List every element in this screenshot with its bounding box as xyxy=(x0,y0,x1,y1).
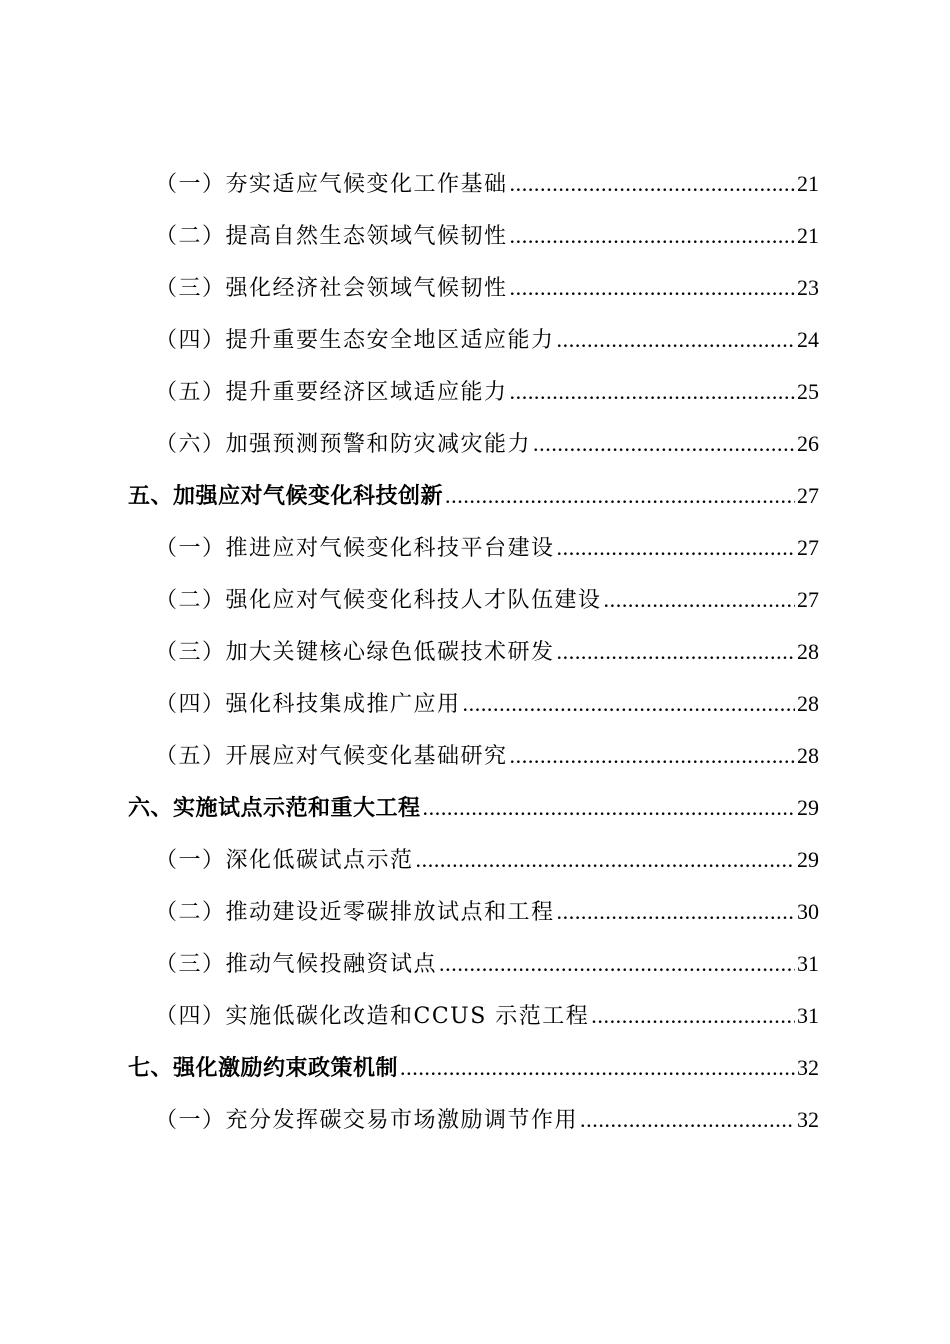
toc-page-number: 32 xyxy=(797,1055,819,1080)
toc-entry xyxy=(155,216,819,256)
toc-entry xyxy=(155,580,819,620)
toc-page-number: 31 xyxy=(797,951,819,976)
toc-entry xyxy=(155,424,819,464)
toc-entry-title: （二）强化应对气候变化科技人才队伍建设 xyxy=(155,588,602,613)
toc-entry-title: （一）推进应对气候变化科技平台建设 xyxy=(155,536,555,561)
toc-dot-leader xyxy=(510,268,795,308)
toc-entry xyxy=(155,840,819,880)
toc-entry xyxy=(155,736,819,776)
toc-dot-leader xyxy=(557,320,795,360)
toc-entry-title: （四）实施低碳化改造和CCUS 示范工程 xyxy=(155,1004,590,1029)
toc-page-number: 27 xyxy=(797,587,819,612)
toc-section-heading xyxy=(128,476,819,516)
toc-entry xyxy=(155,372,819,412)
toc-entry xyxy=(155,944,819,984)
toc-entry xyxy=(155,320,819,360)
toc-page-number: 27 xyxy=(797,483,819,508)
toc-entry-title: 六、实施试点示范和重大工程 xyxy=(128,795,421,821)
toc-dot-leader xyxy=(416,840,795,880)
toc-page-number: 21 xyxy=(797,223,819,248)
toc-page-number: 26 xyxy=(797,431,819,456)
toc-page-number: 29 xyxy=(797,795,819,820)
toc-page-number: 28 xyxy=(797,691,819,716)
toc-page-number: 28 xyxy=(797,639,819,664)
toc-entry-title: 五、加强应对气候变化科技创新 xyxy=(128,483,444,509)
toc-dot-leader xyxy=(604,580,795,620)
toc-dot-leader xyxy=(463,684,795,724)
toc-dot-leader xyxy=(510,164,795,204)
toc-dot-leader xyxy=(439,944,795,984)
toc-entry-title: （五）提升重要经济区域适应能力 xyxy=(155,380,508,405)
toc-entry-title: （三）推动气候投融资试点 xyxy=(155,952,438,977)
toc-page-number: 31 xyxy=(797,1003,819,1028)
toc-dot-leader xyxy=(580,1100,795,1140)
toc-entry xyxy=(155,1100,819,1140)
toc-page-number: 27 xyxy=(797,535,819,560)
toc-entry-title: （二）推动建设近零碳排放试点和工程 xyxy=(155,900,555,925)
toc-entry-title: 七、强化激励约束政策机制 xyxy=(128,1055,399,1081)
toc-page-number: 32 xyxy=(797,1107,819,1132)
toc-dot-leader xyxy=(423,788,795,828)
toc-entry-title: （二）提高自然生态领域气候韧性 xyxy=(155,224,508,249)
toc-dot-leader xyxy=(533,424,795,464)
toc-page-number: 24 xyxy=(797,327,819,352)
toc-page-number: 23 xyxy=(797,275,819,300)
toc-dot-leader xyxy=(591,996,795,1036)
toc-section-heading xyxy=(128,788,819,828)
toc-entry-title: （四）提升重要生态安全地区适应能力 xyxy=(155,328,555,353)
toc-page-number: 21 xyxy=(797,171,819,196)
toc-entry-title: （三）强化经济社会领域气候韧性 xyxy=(155,276,508,301)
toc-dot-leader xyxy=(510,216,795,256)
toc-entry-title: （五）开展应对气候变化基础研究 xyxy=(155,744,508,769)
toc-dot-leader xyxy=(400,1048,795,1088)
toc-entry-title: （四）强化科技集成推广应用 xyxy=(155,692,461,717)
toc-entry-title: （一）深化低碳试点示范 xyxy=(155,848,414,873)
toc-entry xyxy=(155,528,819,568)
toc-dot-leader xyxy=(510,372,795,412)
toc-page-number: 29 xyxy=(797,847,819,872)
toc-dot-leader xyxy=(510,736,795,776)
toc-entry xyxy=(155,892,819,932)
toc-dot-leader xyxy=(445,476,795,516)
toc-entry-title: （三）加大关键核心绿色低碳技术研发 xyxy=(155,640,555,665)
toc-entry-title: （一）夯实适应气候变化工作基础 xyxy=(155,172,508,197)
toc-entry xyxy=(155,684,819,724)
toc-dot-leader xyxy=(557,528,795,568)
toc-entry-title: （六）加强预测预警和防灾减灾能力 xyxy=(155,432,532,457)
toc-entry xyxy=(155,996,819,1036)
toc-dot-leader xyxy=(557,892,795,932)
toc-page-number: 25 xyxy=(797,379,819,404)
toc-dot-leader xyxy=(557,632,795,672)
toc-page-number: 30 xyxy=(797,899,819,924)
toc-entry-title: （一）充分发挥碳交易市场激励调节作用 xyxy=(155,1108,579,1133)
toc-section-heading xyxy=(128,1048,819,1088)
toc-page-number: 28 xyxy=(797,743,819,768)
toc-entry xyxy=(155,164,819,204)
toc-entry xyxy=(155,268,819,308)
toc-entry xyxy=(155,632,819,672)
